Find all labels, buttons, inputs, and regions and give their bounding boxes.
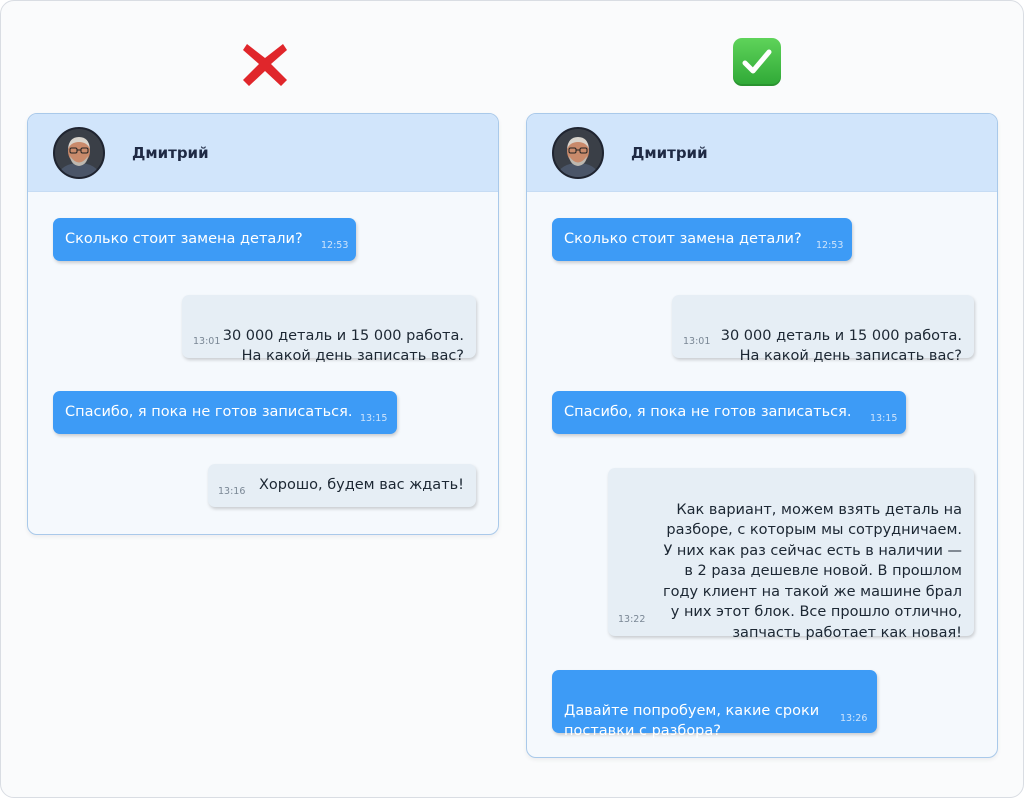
message-time: 13:16 [218,486,246,497]
contact-name: Дмитрий [132,144,209,162]
message-incoming [552,670,877,739]
message-incoming [53,218,356,261]
message-outgoing [608,468,974,641]
message-incoming [552,391,906,434]
cross-mark-icon [239,38,291,90]
chat-panel-wrong [27,113,499,535]
message-time: 13:22 [618,614,646,625]
check-mark-icon [733,38,785,90]
message-outgoing [672,295,974,364]
message-text: Спасибо, я пока не готов записаться. [564,404,852,420]
avatar [53,127,105,179]
message-text: 30 000 деталь и 15 000 работа. На какой день записать вас? [222,327,464,364]
message-text: Спасибо, я пока не готов записаться. [65,404,353,420]
message-text: Давайте попробуем, какие сроки поставки с разбора? [564,702,820,739]
message-time: 13:26 [840,713,868,724]
message-text: Сколько стоит замена детали? [65,231,303,247]
message-text: Сколько стоит замена детали? [564,231,802,247]
message-time: 13:15 [870,413,898,424]
message-time: 13:15 [360,413,388,424]
message-outgoing [208,464,476,507]
message-text: 30 000 деталь и 15 000 работа. На какой день записать вас? [720,327,962,364]
message-text: Как вариант, можем взять деталь на разборе, с которым мы сотрудничаем. У них как раз сейчас есть в наличии — в 2 раза дешевле новой. В прошлом году клиент на такой же машине брал у них этот блок. Все прошло отлично, запчасть работает как новая! [663,501,962,641]
message-time: 13:01 [683,336,711,347]
message-time: 12:53 [816,240,844,251]
message-incoming [552,218,852,261]
chat-header [527,114,997,192]
contact-name: Дмитрий [631,144,708,162]
chat-panel-right [526,113,998,758]
chat-header [28,114,498,192]
message-time: 12:53 [321,240,349,251]
message-time: 13:01 [193,336,221,347]
message-incoming [53,391,397,434]
message-text: Хорошо, будем вас ждать! [258,477,464,493]
message-outgoing [182,295,476,364]
avatar [552,127,604,179]
